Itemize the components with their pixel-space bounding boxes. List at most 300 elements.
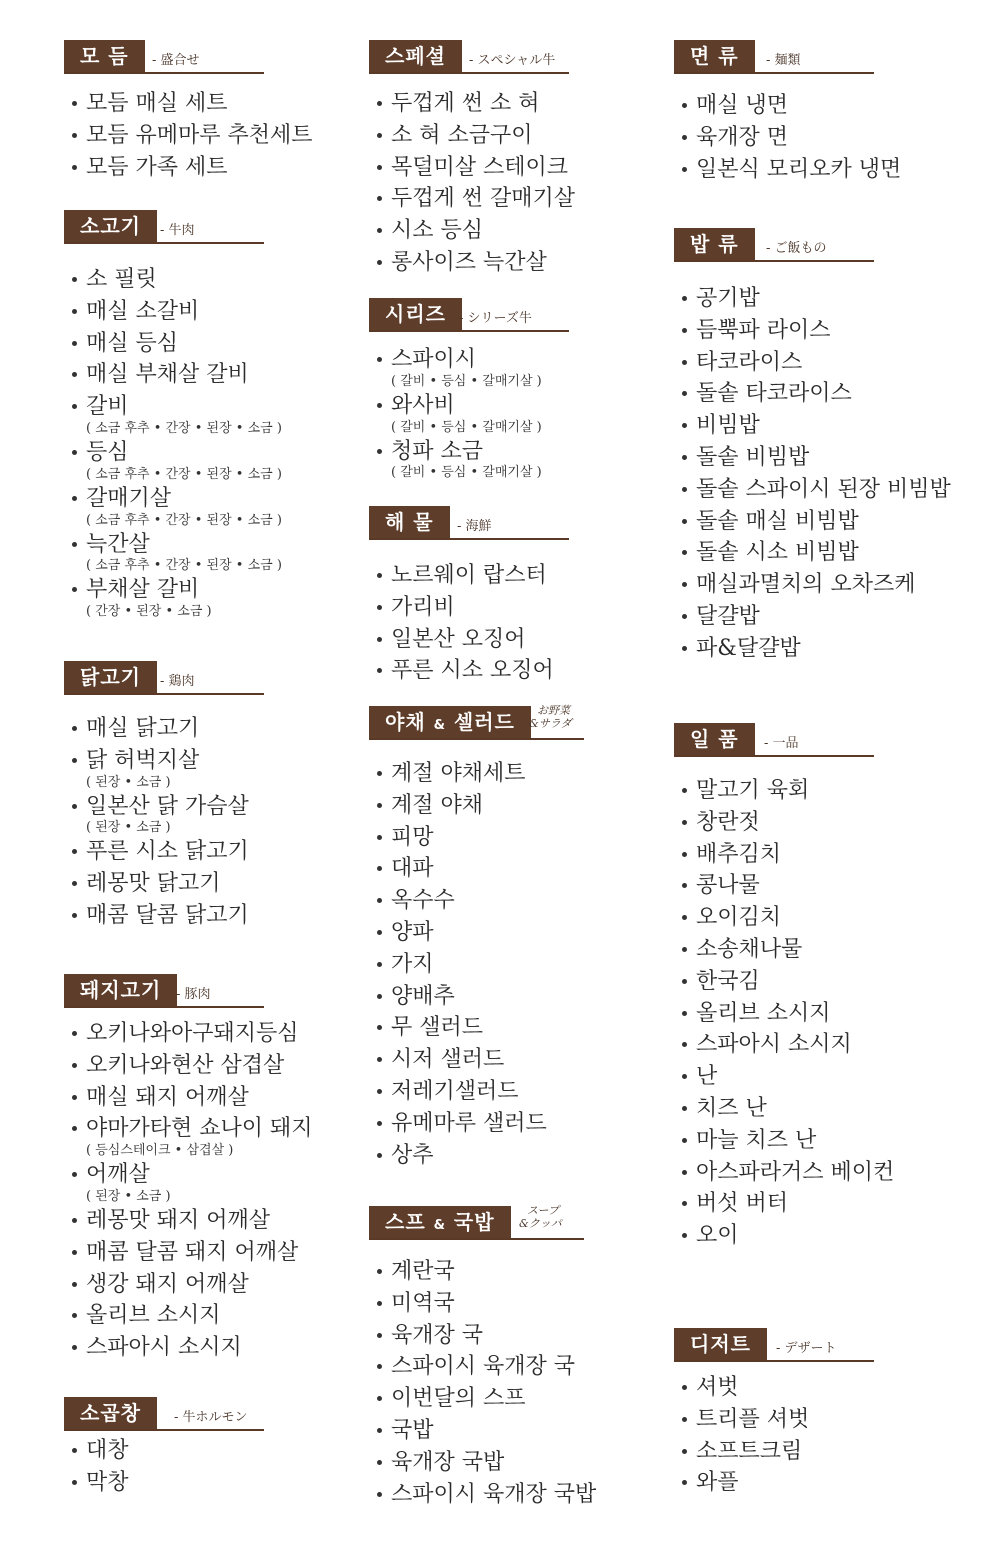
menu-item-name: 대창 — [86, 1438, 129, 1463]
menu-item — [64, 900, 264, 932]
menu-item — [64, 1237, 299, 1269]
section-header — [64, 1397, 264, 1431]
menu-item-name: 가지 — [391, 951, 434, 977]
menu-item-name: 소 필릿 — [86, 267, 157, 292]
section-header — [64, 210, 264, 244]
bullet-icon — [72, 1095, 77, 1100]
bullet-icon — [72, 849, 77, 854]
section-rice — [674, 228, 951, 665]
item-list — [369, 1256, 597, 1510]
bullet-icon — [682, 1170, 687, 1175]
section-header — [64, 661, 264, 695]
menu-item — [369, 560, 569, 592]
title-amp: & — [433, 1218, 446, 1233]
bullet-icon — [377, 1396, 382, 1401]
section-ilpum — [674, 723, 895, 1252]
title-part-b: 국밥 — [453, 1210, 495, 1234]
menu-item-options: ( 소금 후추 • 간장 • 된장 • 소금 ) — [86, 420, 282, 436]
menu-item-name: 듬뿍파 라이스 — [696, 317, 831, 343]
bullet-icon — [72, 1313, 77, 1318]
bullet-icon — [377, 357, 382, 362]
menu-item-name: 버섯 버터 — [696, 1191, 789, 1217]
menu-item-name: 두껍게 썬 갈매기살 — [391, 186, 576, 212]
menu-item — [369, 1351, 584, 1383]
bullet-icon — [72, 450, 77, 455]
section-dessert — [674, 1328, 874, 1499]
section-header — [674, 228, 874, 262]
menu-item — [64, 1159, 264, 1205]
section-header — [64, 974, 264, 1008]
bullet-icon — [377, 835, 382, 840]
section-title: 디저트 — [674, 1328, 767, 1360]
menu-item — [674, 998, 874, 1030]
bullet-icon — [682, 979, 687, 984]
section-beef — [64, 210, 282, 620]
menu-item-name: 비빔밥 — [696, 413, 760, 439]
menu-item — [369, 1320, 584, 1352]
menu-item-name: 스파아시 소시지 — [696, 1032, 852, 1058]
menu-item — [674, 506, 874, 538]
menu-item-name: 푸른 시소 닭고기 — [86, 839, 249, 865]
menu-item-name: 두껍게 썬 소 혀 — [391, 91, 540, 116]
section-soup — [369, 1204, 597, 1510]
bullet-icon — [377, 668, 382, 673]
bullet-icon — [682, 788, 687, 793]
menu-item-name: 유메마루 샐러드 — [391, 1110, 547, 1136]
menu-item — [64, 359, 264, 391]
menu-item-options: ( 소금 후추 • 간장 • 된장 • 소금 ) — [86, 466, 282, 482]
bullet-icon — [377, 1025, 382, 1030]
menu-item-name: 와사비 — [391, 392, 455, 418]
bullet-icon — [377, 1301, 382, 1306]
menu-item-name: 이번달의 스프 — [391, 1386, 526, 1412]
menu-item-name: 창란젓 — [696, 809, 760, 835]
section-header — [369, 706, 584, 740]
bullet-icon — [377, 1121, 382, 1126]
menu-item — [674, 1061, 874, 1093]
bullet-icon — [682, 820, 687, 825]
menu-item-name: 레몽맛 돼지 어깨살 — [86, 1207, 271, 1233]
menu-item-name: 목덜미살 스테이크 — [391, 154, 569, 180]
bullet-icon — [377, 228, 382, 233]
menu-item — [64, 574, 264, 620]
section-subtitle: - ご飯もの — [766, 241, 827, 256]
section-subtitle: - 豚肉 — [176, 987, 211, 1002]
item-list — [674, 1372, 874, 1499]
section-header — [674, 723, 874, 757]
menu-item — [674, 1404, 874, 1436]
bullet-icon — [377, 637, 382, 642]
section-header — [369, 1206, 584, 1240]
menu-item-name: 상추 — [391, 1142, 434, 1168]
menu-item-name: 매실 돼지 어깨살 — [86, 1084, 249, 1110]
menu-item-name: 양배추 — [391, 983, 455, 1009]
section-title: 일 품 — [674, 723, 755, 755]
section-title: 소고기 — [64, 210, 157, 242]
menu-item-name: 일본산 오징어 — [391, 626, 526, 652]
bullet-icon — [682, 883, 687, 888]
bullet-icon — [377, 196, 382, 201]
menu-item-name: 오키나와현산 삼겹살 — [86, 1052, 285, 1078]
menu-item-name: 계절 야채세트 — [391, 761, 526, 786]
bullet-icon — [377, 133, 382, 138]
menu-item — [369, 1415, 584, 1447]
bullet-icon — [377, 866, 382, 871]
menu-item-name: 갈매기살 — [86, 485, 172, 511]
bullet-icon — [377, 403, 382, 408]
section-modeum — [64, 40, 313, 183]
bullet-icon — [72, 1172, 77, 1177]
section-title — [369, 706, 531, 738]
section-pork — [64, 974, 313, 1364]
menu-item — [64, 120, 313, 152]
bullet-icon — [72, 587, 77, 592]
menu-item-name: 생강 돼지 어깨살 — [86, 1271, 249, 1297]
subtitle-line-1: スープ — [527, 1204, 559, 1217]
menu-item-name: 돌솥 스파이시 된장 비빔밥 — [696, 476, 951, 502]
menu-item — [64, 1300, 264, 1332]
bullet-icon — [377, 1269, 382, 1274]
menu-item — [369, 88, 569, 120]
menu-item — [674, 775, 874, 807]
menu-item-name: 달걀밥 — [696, 603, 760, 629]
menu-item — [369, 436, 569, 482]
menu-item — [674, 633, 874, 665]
menu-item — [674, 807, 874, 839]
bullet-icon — [72, 804, 77, 809]
bullet-icon — [682, 1449, 687, 1454]
menu-item — [674, 378, 874, 410]
menu-item — [369, 917, 584, 949]
menu-item-name: 아스파라거스 베이컨 — [696, 1159, 895, 1185]
section-title: 밥 류 — [674, 228, 755, 260]
section-subtitle: - 牛ホルモン — [174, 1410, 248, 1425]
bullet-icon — [72, 1126, 77, 1131]
bullet-icon — [682, 1201, 687, 1206]
menu-item-name: 한국김 — [696, 968, 760, 994]
subtitle-line-2: &クッパ — [519, 1217, 562, 1230]
menu-item — [64, 1050, 285, 1082]
menu-item-name: 와플 — [696, 1470, 739, 1496]
title-part-a: 스프 — [385, 1210, 426, 1234]
bullet-icon — [72, 341, 77, 346]
section-series — [369, 298, 569, 481]
menu-item-name: 스파이시 육개장 국밥 — [391, 1481, 597, 1507]
bullet-icon — [72, 1345, 77, 1350]
menu-item — [674, 902, 874, 934]
section-title: 소곱창 — [64, 1397, 157, 1429]
menu-item — [674, 966, 874, 998]
section-title — [369, 1206, 511, 1238]
menu-item — [674, 283, 874, 315]
section-subtitle: - スペシャル牛 — [469, 53, 556, 68]
bullet-icon — [72, 372, 77, 377]
menu-item-name: 미역국 — [391, 1290, 455, 1316]
menu-item-name: 말고기 육회 — [696, 778, 810, 803]
menu-item — [64, 1018, 299, 1050]
menu-item — [369, 120, 569, 152]
section-subtitle: - 一品 — [764, 736, 799, 751]
section-chicken — [64, 661, 264, 932]
menu-item — [64, 264, 264, 296]
menu-item-name: 매실 부채살 갈비 — [86, 362, 249, 388]
menu-item-name: 돌솥 타코라이스 — [696, 381, 852, 407]
bullet-icon — [682, 328, 687, 333]
menu-item-name: 국밥 — [391, 1417, 434, 1443]
menu-item — [674, 474, 951, 506]
bullet-icon — [682, 947, 687, 952]
menu-item-options: ( 된장 • 소금 ) — [86, 774, 171, 790]
menu-item — [674, 1157, 895, 1189]
menu-item — [64, 1435, 264, 1467]
bullet-icon — [72, 101, 77, 106]
menu-item — [674, 90, 874, 122]
menu-item-name: 마늘 치즈 난 — [696, 1127, 817, 1153]
menu-item — [64, 88, 264, 120]
menu-item-options: ( 등심스테이크 • 삼겹살 ) — [86, 1143, 234, 1159]
menu-item — [369, 183, 576, 215]
menu-item-name: 돌솥 시소 비빔밥 — [696, 540, 859, 566]
menu-item — [369, 592, 569, 624]
bullet-icon — [72, 404, 77, 409]
menu-item-name: 막창 — [86, 1469, 129, 1495]
menu-item-name: 대파 — [391, 856, 434, 882]
bullet-icon — [72, 496, 77, 501]
bullet-icon — [72, 913, 77, 918]
section-subtitle: - 鶏肉 — [160, 674, 195, 689]
menu-item-name: 계절 야채 — [391, 792, 484, 818]
menu-item — [369, 981, 584, 1013]
menu-item-name: 난 — [696, 1064, 718, 1090]
menu-item — [674, 934, 874, 966]
item-list — [369, 344, 569, 481]
menu-item-name: 육개장 국밥 — [391, 1449, 505, 1475]
bullet-icon — [682, 455, 687, 460]
bullet-icon — [72, 1282, 77, 1287]
bullet-icon — [72, 881, 77, 886]
menu-item-name: 일본식 모리오카 냉면 — [696, 156, 902, 182]
section-veg — [369, 706, 584, 1171]
menu-item — [64, 391, 282, 437]
menu-item-name: 소송채나물 — [696, 936, 803, 962]
menu-item-name: 오이 — [696, 1223, 739, 1249]
menu-item — [674, 347, 874, 379]
bullet-icon — [377, 1428, 382, 1433]
section-title: 면 류 — [674, 40, 755, 72]
menu-item-name: 올리브 소시지 — [86, 1303, 221, 1329]
menu-item — [64, 836, 264, 868]
section-subtitle: - 牛肉 — [160, 223, 195, 238]
section-subtitle — [519, 1204, 562, 1230]
menu-item-options: ( 간장 • 된장 • 소금 ) — [86, 604, 212, 620]
section-title: 모 듬 — [64, 40, 145, 72]
menu-item-name: 파&달걀밥 — [696, 635, 801, 661]
menu-item-name: 타코라이스 — [696, 349, 803, 375]
menu-item-name: 노르웨이 랍스터 — [391, 563, 547, 588]
menu-item-options: ( 갈비 • 등심 • 갈매기살 ) — [391, 419, 542, 435]
menu-item-options: ( 갈비 • 등심 • 갈매기살 ) — [391, 373, 542, 389]
menu-item-name: 육개장 면 — [696, 124, 789, 150]
menu-item — [674, 315, 874, 347]
menu-item — [369, 758, 584, 790]
item-list — [64, 264, 282, 620]
section-seafood — [369, 506, 569, 687]
bullet-icon — [377, 962, 382, 967]
menu-item — [64, 868, 264, 900]
bullet-icon — [72, 277, 77, 282]
menu-item-name: 스파이시 — [391, 347, 477, 372]
menu-item — [674, 569, 916, 601]
bullet-icon — [377, 260, 382, 265]
menu-item — [369, 215, 569, 247]
section-title: 닭고기 — [64, 661, 157, 693]
bullet-icon — [72, 1031, 77, 1036]
menu-item — [674, 1188, 874, 1220]
bullet-icon — [72, 758, 77, 763]
item-list — [369, 560, 569, 687]
bullet-icon — [682, 167, 687, 172]
bullet-icon — [72, 309, 77, 314]
bullet-icon — [377, 1057, 382, 1062]
menu-item-name: 육개장 국 — [391, 1322, 484, 1348]
menu-item-name: 매실 소갈비 — [86, 298, 200, 324]
bullet-icon — [682, 519, 687, 524]
item-list — [369, 88, 576, 279]
menu-item — [64, 713, 264, 745]
menu-item — [64, 1467, 264, 1499]
menu-item — [369, 1383, 584, 1415]
menu-item — [369, 1044, 584, 1076]
menu-item — [369, 1076, 584, 1108]
section-gopchang — [64, 1397, 264, 1499]
section-noodles — [674, 40, 902, 185]
item-list — [64, 713, 264, 932]
menu-item-name: 모듬 유메마루 추천세트 — [86, 122, 313, 148]
menu-item — [369, 1012, 584, 1044]
menu-item — [369, 1447, 584, 1479]
menu-item-name: 스파아시 소시지 — [86, 1335, 242, 1361]
menu-item-name: 치즈 난 — [696, 1095, 767, 1121]
menu-item-name: 소 혀 소금구이 — [391, 122, 533, 148]
menu-item-name: 저레기샐러드 — [391, 1078, 519, 1104]
bullet-icon — [377, 1089, 382, 1094]
section-header — [674, 40, 874, 74]
menu-item-name: 청파 소금 — [391, 438, 484, 464]
menu-item — [64, 152, 264, 184]
section-subtitle: - 麺類 — [766, 53, 801, 68]
bullet-icon — [72, 1250, 77, 1255]
menu-item — [369, 1140, 584, 1172]
menu-item — [369, 1479, 597, 1511]
menu-item-name: 배추김치 — [696, 841, 782, 867]
section-title: 스페셜 — [369, 40, 462, 72]
menu-item — [369, 1288, 584, 1320]
menu-item-name: 옥수수 — [391, 888, 455, 914]
bullet-icon — [682, 1417, 687, 1422]
bullet-icon — [72, 542, 77, 547]
title-amp: & — [433, 718, 446, 733]
menu-item — [674, 1220, 874, 1252]
menu-item — [674, 870, 874, 902]
bullet-icon — [377, 898, 382, 903]
bullet-icon — [682, 296, 687, 301]
bullet-icon — [377, 1153, 382, 1158]
bullet-icon — [72, 1218, 77, 1223]
section-subtitle: - シリーズ牛 — [459, 311, 532, 326]
bullet-icon — [72, 165, 77, 170]
menu-item-name: 매실 등심 — [86, 330, 179, 356]
bullet-icon — [682, 1106, 687, 1111]
section-header — [369, 506, 569, 540]
menu-item — [64, 1113, 313, 1159]
bullet-icon — [377, 101, 382, 106]
title-part-a: 야채 — [385, 710, 426, 734]
bullet-icon — [72, 1448, 77, 1453]
section-subtitle: - デザート — [776, 1341, 837, 1356]
menu-item-options: ( 갈비 • 등심 • 갈매기살 ) — [391, 465, 542, 481]
menu-item-name: 오이김치 — [696, 905, 782, 931]
menu-item-name: 부채살 갈비 — [86, 577, 200, 603]
menu-item — [369, 885, 584, 917]
bullet-icon — [682, 360, 687, 365]
menu-item — [674, 1436, 874, 1468]
subtitle-line-2: &サラダ — [529, 717, 572, 730]
menu-item — [64, 1269, 264, 1301]
bullet-icon — [682, 1480, 687, 1485]
menu-item-name: 매실 냉면 — [696, 93, 789, 118]
menu-item — [674, 601, 874, 633]
subtitle-line-1: お野菜 — [537, 704, 570, 717]
item-list — [674, 775, 895, 1252]
menu-item-name: 무 샐러드 — [391, 1015, 484, 1041]
section-header — [369, 298, 569, 332]
section-header — [674, 1328, 874, 1362]
bullet-icon — [377, 1364, 382, 1369]
item-list — [674, 90, 902, 185]
section-header — [64, 40, 264, 74]
menu-item-name: 피망 — [391, 824, 434, 850]
section-header — [369, 40, 569, 74]
item-list — [64, 1018, 313, 1364]
bullet-icon — [682, 103, 687, 108]
bullet-icon — [377, 771, 382, 776]
menu-item-name: 공기밥 — [696, 286, 760, 311]
menu-item — [64, 328, 264, 360]
bullet-icon — [682, 391, 687, 396]
bullet-icon — [682, 550, 687, 555]
menu-item-options: ( 소금 후추 • 간장 • 된장 • 소금 ) — [86, 558, 282, 574]
bullet-icon — [377, 930, 382, 935]
menu-item — [369, 344, 569, 390]
bullet-icon — [682, 487, 687, 492]
menu-item-name: 소프트크림 — [696, 1438, 803, 1464]
menu-item — [369, 624, 569, 656]
menu-item — [674, 839, 874, 871]
menu-item — [64, 483, 282, 529]
menu-item-name: 푸른 시소 오징어 — [391, 658, 554, 684]
menu-item-name: 양파 — [391, 919, 434, 945]
bullet-icon — [72, 133, 77, 138]
menu-item — [64, 1082, 264, 1114]
menu-item-name: 콩나물 — [696, 873, 760, 899]
menu-item — [674, 1372, 874, 1404]
menu-item — [674, 122, 874, 154]
menu-item-name: 시소 등심 — [391, 218, 484, 244]
item-list — [674, 283, 951, 665]
bullet-icon — [682, 582, 687, 587]
menu-item-name: 모듬 매실 세트 — [86, 91, 228, 116]
menu-item-options: ( 소금 후추 • 간장 • 된장 • 소금 ) — [86, 512, 282, 528]
